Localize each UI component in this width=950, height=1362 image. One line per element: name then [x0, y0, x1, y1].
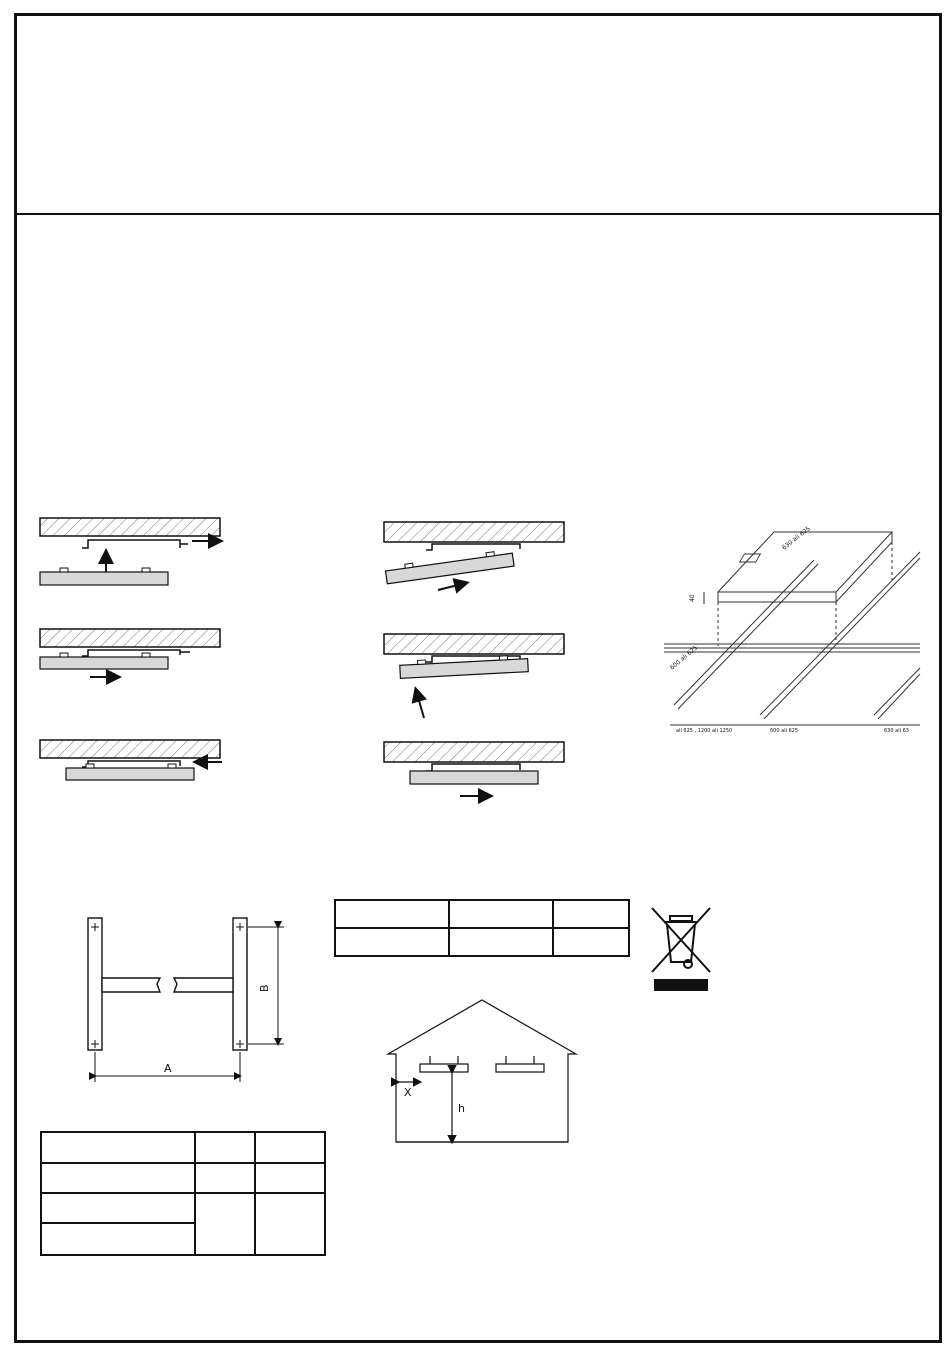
spec-cell	[553, 928, 629, 956]
dimension-cell	[255, 1193, 325, 1255]
dimension-cell	[195, 1163, 255, 1193]
grid-side-label: 600 ali 625	[668, 644, 700, 672]
spec-cell	[449, 900, 553, 928]
grid-bottom-label-3: 630 ali 63	[884, 728, 909, 734]
dimension-cell	[41, 1163, 195, 1193]
dimension-cell	[255, 1163, 325, 1193]
dimension-b-label: B	[258, 984, 271, 992]
spec-cell	[553, 900, 629, 928]
dimension-cell	[41, 1223, 195, 1255]
grid-bottom-label-1: ali 625 , 1200 ali 1250	[676, 728, 733, 734]
dimension-cell	[255, 1132, 325, 1163]
spec-cell	[449, 928, 553, 956]
dimension-cell	[41, 1132, 195, 1163]
weee-black-bar	[654, 979, 708, 991]
spec-cell	[335, 900, 449, 928]
panel-top-label: 630 ali 625	[780, 525, 812, 552]
spec-table	[334, 899, 630, 957]
dimension-cell	[195, 1193, 255, 1255]
dimension-table	[40, 1131, 326, 1256]
dimension-x-label: X	[404, 1086, 412, 1099]
dimension-h-label: h	[458, 1102, 465, 1115]
grid-bottom-label-2: 600 ali 625	[770, 728, 799, 734]
panel-thickness-label: 40	[689, 594, 696, 602]
spec-cell	[335, 928, 449, 956]
dimension-a-label: A	[164, 1062, 172, 1075]
crossed-out-wheelie-bin-icon	[648, 904, 714, 976]
dimension-cell	[195, 1132, 255, 1163]
dimension-cell	[41, 1193, 195, 1223]
